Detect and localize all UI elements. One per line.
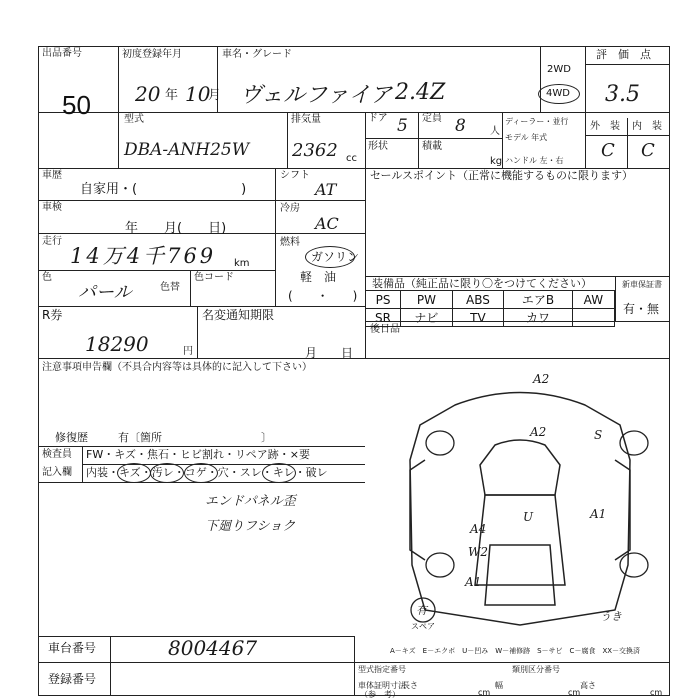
rear-right-wheel [620, 553, 648, 577]
mark-a4: A4 [470, 522, 487, 536]
color-code-label: 色コード [194, 272, 234, 283]
notice-label: 名変通知期限 [202, 308, 275, 322]
divider [365, 358, 670, 359]
disp-unit: cc [346, 153, 357, 164]
ac-label: 冷房 [280, 203, 300, 214]
equip-abs: ABS [452, 291, 503, 309]
recycle-value: 18290 [85, 332, 149, 356]
notice-value: 月 日 [305, 346, 354, 360]
drive-2wd: 2WD [547, 64, 571, 75]
equip-tv: TV [452, 309, 503, 327]
front-left-wheel [426, 431, 454, 455]
divider [365, 138, 502, 139]
equip-airbag: エアB [504, 291, 573, 309]
drive-4wd: 4WD [546, 88, 570, 99]
spare-value: 有 [416, 604, 427, 617]
chassis-label: 車台番号 [48, 641, 97, 655]
width-unit: cm [568, 688, 581, 697]
mark-w2: W2 [468, 545, 488, 559]
length-unit: cm [478, 688, 491, 697]
type-label: 型式 [124, 114, 144, 125]
inspector-label-2: 記入欄 [42, 467, 72, 478]
divider [275, 168, 276, 306]
ext-label: 外 装 [590, 121, 620, 132]
rear-window [485, 545, 555, 605]
cap-label: 定員 [422, 113, 442, 124]
int-grade: C [641, 140, 655, 161]
mark-u: U [523, 510, 534, 524]
divider [365, 321, 670, 322]
repair-value: 有〔箇所 〕 [118, 431, 272, 444]
spare-label: スペア [411, 622, 435, 631]
divider [502, 112, 503, 168]
mark-a2-top: A2 [533, 372, 550, 386]
disp-label: 排気量 [291, 114, 321, 125]
divider [287, 112, 288, 168]
door-label: ドア [368, 113, 388, 124]
equip-ps: PS [366, 291, 401, 309]
divider [118, 46, 119, 168]
car-damage-diagram [370, 365, 670, 635]
reg-month: 10 [185, 82, 211, 106]
chassis-value: 8004467 [168, 636, 258, 660]
recycle-unit: 円 [183, 346, 193, 357]
divider [38, 200, 365, 201]
equip-navi: ナビ [401, 309, 453, 327]
shape-label: 形状 [368, 141, 388, 152]
recycle-label: R券 [42, 308, 63, 322]
remark-1: エンドパネル歪 [205, 494, 296, 509]
unit-year: 年 [165, 88, 179, 103]
score-label: 評 価 点 [596, 48, 651, 61]
color-change-label: 色替 [160, 282, 180, 293]
load-label: 積載 [422, 141, 442, 152]
retrofit-label: 後日品 [370, 324, 400, 335]
hood [480, 440, 560, 495]
scratch-circle-mark [117, 463, 151, 483]
lot-label: 出品番号 [42, 48, 82, 59]
inspection-value: 年 月( 日) [125, 221, 227, 236]
fuel-other: ( ・ ) [288, 289, 358, 303]
repair-label: 修復歴 [55, 431, 88, 444]
rub-circle-mark [262, 463, 296, 483]
divider [365, 168, 366, 358]
color-label: 色 [42, 272, 52, 283]
mark-s: S [594, 428, 603, 442]
reg-label: 初度登録年月 [122, 49, 182, 60]
ac-value: AC [315, 214, 339, 233]
sales-label: セールスポイント（正常に機能するものに限ります） [370, 169, 634, 182]
height-label: 高さ [580, 681, 596, 690]
ext-grade: C [601, 140, 615, 161]
type-value: DBA-ANH25W [124, 140, 250, 160]
divider [354, 636, 355, 696]
inspector-label: 検査員 [42, 449, 72, 460]
divider [585, 135, 670, 136]
divider [110, 636, 111, 696]
model-name: ヴェルファイア [240, 83, 393, 108]
score-value: 3.5 [605, 82, 640, 107]
mileage-label: 走行 [42, 236, 62, 247]
inspection-label: 車検 [42, 202, 62, 213]
load-unit: kg [490, 156, 503, 167]
width-label: 幅 [495, 681, 503, 690]
cat-no-label: 類別区分番号 [512, 665, 560, 674]
height-unit: cm [650, 688, 663, 697]
warranty-value: 有・無 [623, 302, 660, 316]
mark-uki: うき [600, 610, 622, 623]
mileage-unit: km [234, 258, 250, 269]
fuel-value: ガソリン [311, 250, 360, 264]
divider [418, 112, 419, 168]
remark-2: 下廻りフショク [205, 519, 296, 534]
length-label: 長さ [402, 681, 418, 690]
equip-leather: カワ [504, 309, 573, 327]
size-label: 車体証明寸法 [358, 681, 406, 690]
inspector-row1: FW・キズ・焦石・ヒビ割れ・リペア跡・×要 [86, 448, 310, 461]
fuel-label: 燃料 [280, 237, 300, 248]
mark-a1-left: A1 [465, 575, 482, 589]
divider [365, 112, 366, 168]
notes-label: 注意事項申告欄（不具合内容等は具体的に記入して下さい） [42, 362, 312, 373]
mileage-value: 14万4千769 [70, 244, 217, 268]
shift-label: シフト [280, 170, 310, 181]
mark-a2-hood: A2 [530, 425, 547, 439]
divider [190, 270, 191, 306]
divider [38, 112, 670, 113]
grade: 2.4Z [395, 80, 446, 105]
type-no-label: 型式指定番号 [358, 665, 406, 674]
int-label: 内 装 [632, 121, 662, 132]
equip-sr: SR [366, 309, 401, 327]
unit-month: 月 [208, 88, 222, 103]
reg-year: 20 [135, 82, 161, 106]
divider [197, 306, 198, 358]
history-value: 自家用・( ) [80, 182, 247, 197]
damage-legend: A－キズ E－エクボ U－凹み W－補修跡 S－サビ C－腐食 XX－交換済 [390, 647, 641, 655]
rear-left-wheel [426, 553, 454, 577]
reg-no-label: 登録番号 [48, 672, 97, 686]
equip-pw: PW [401, 291, 453, 309]
dealer-label: ディーラー・並行 [505, 117, 569, 126]
door-value: 5 [397, 116, 408, 136]
divider [585, 64, 670, 65]
model-label: 車名・グレード [222, 49, 292, 60]
lot-number: 50 [62, 90, 91, 120]
shift-value: AT [315, 180, 337, 199]
burn-circle-mark [184, 463, 218, 483]
inspector-row2: 内装・キズ・汚レ・コゲ・穴・スレ・キレ・破レ [86, 466, 328, 479]
ref-label: （参 考） [360, 690, 400, 699]
handle-label: ハンドル 左・右 [505, 156, 564, 165]
model-year-label: モデル 年式 [505, 133, 548, 142]
divider [38, 446, 365, 447]
warranty-label: 新車保証書 [622, 280, 662, 289]
disp-value: 2362 [292, 140, 338, 161]
history-label: 車歴 [42, 170, 62, 181]
mark-a1-right: A1 [590, 507, 607, 521]
color-value: パール [78, 282, 132, 303]
cap-unit: 人 [490, 126, 500, 137]
front-right-wheel [620, 431, 648, 455]
divider [615, 276, 616, 321]
divider [540, 46, 541, 112]
fuel-alt: 軽 油 [300, 270, 337, 284]
divider [38, 306, 365, 307]
equip-empty [572, 309, 614, 327]
equip-aw: AW [572, 291, 614, 309]
cap-value: 8 [455, 116, 466, 136]
divider [38, 270, 275, 271]
stain-circle-mark [150, 463, 184, 483]
equipment-label: 装備品（純正品に限り〇をつけてください） [372, 277, 592, 290]
divider [627, 118, 628, 168]
